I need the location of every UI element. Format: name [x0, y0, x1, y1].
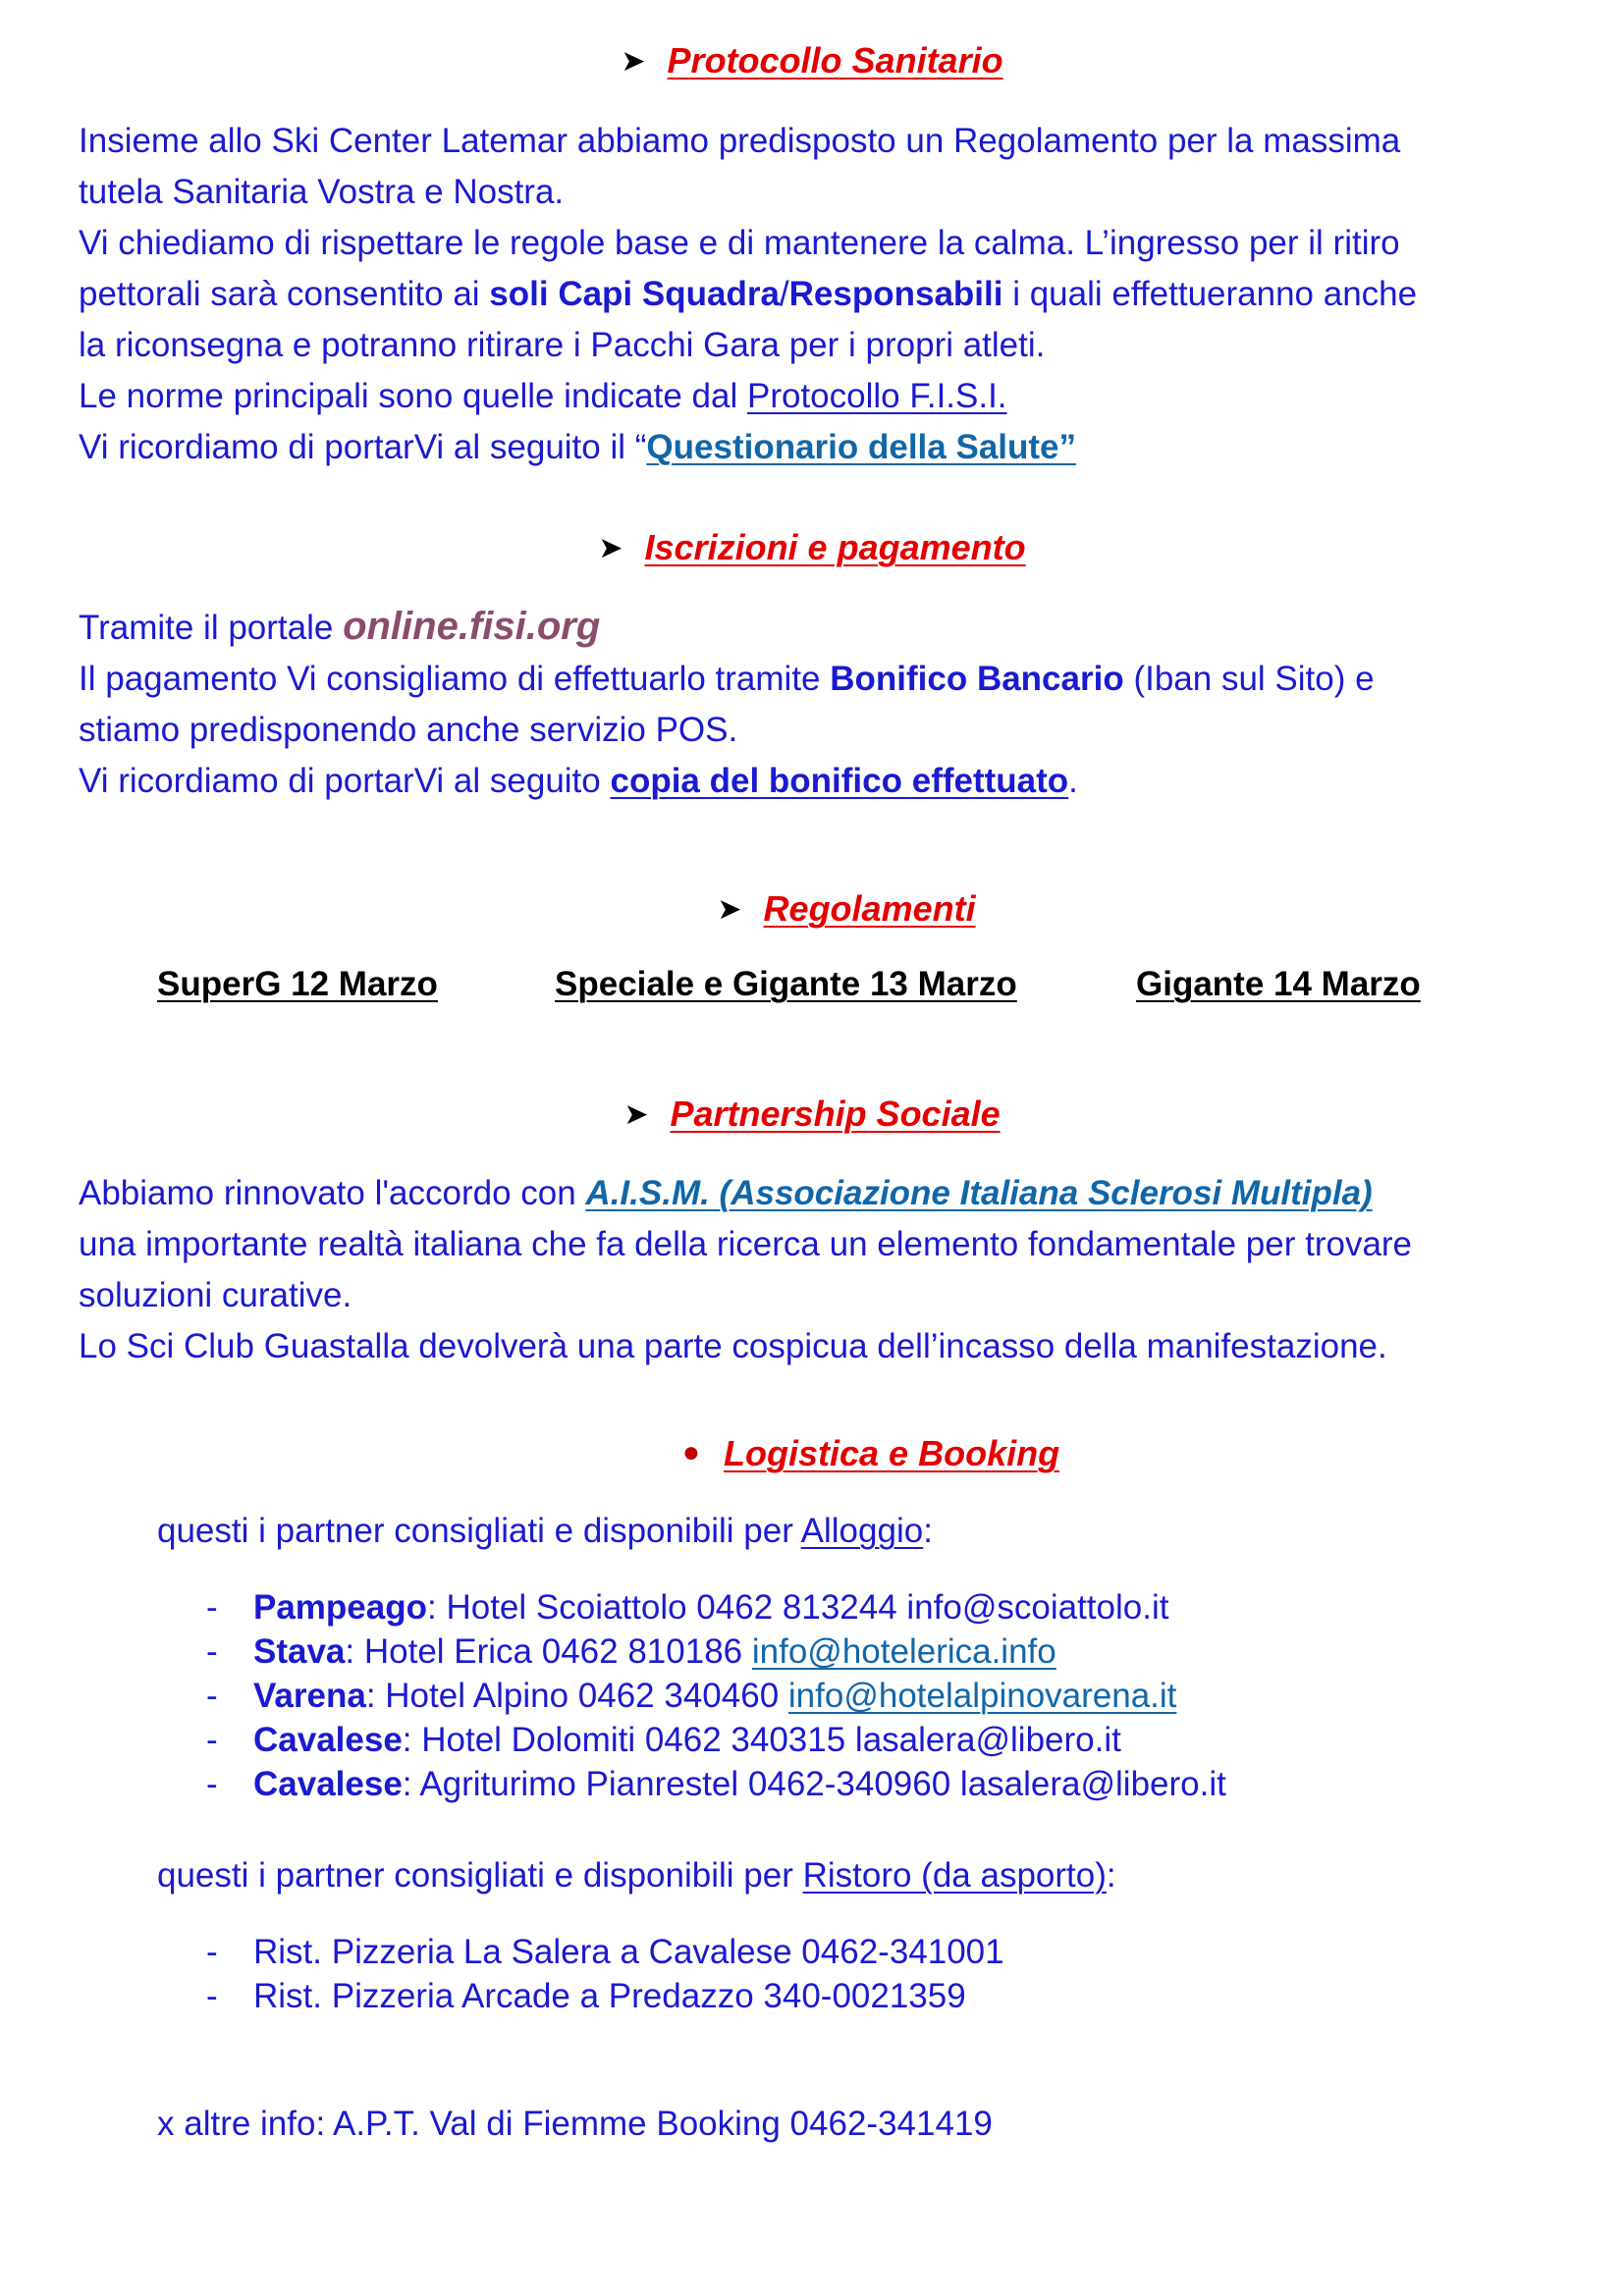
lodging-place: Varena [253, 1677, 366, 1715]
lodging-details: : Hotel Erica 0462 810186 [345, 1632, 752, 1671]
registration-heading [0, 526, 1624, 570]
arrowhead-bullet-icon: ➤ [623, 1098, 649, 1131]
aism-link[interactable]: A.I.S.M. (Associazione Italiana Sclerosi Multipla) [585, 1174, 1373, 1212]
protocol-line-5: la riconsegna e potranno ritirare i Pacchi Gara per i propri atleti. [79, 326, 1046, 364]
rules-heading [0, 887, 1624, 932]
partnership-heading [0, 1093, 1624, 1137]
registration-line-3: stiamo predisponendo anche servizio POS. [79, 711, 738, 749]
registration-line-1 [79, 601, 1591, 654]
partnership-line-1 [79, 1168, 1591, 1219]
protocol-line-2: tutela Sanitaria Vostra e Nostra. [79, 173, 565, 211]
responsible-emphasis: Responsabili [788, 275, 1003, 313]
list-item [206, 1762, 1581, 1806]
protocol-line-4-text: pettorali sarà consentito ai [79, 275, 490, 313]
special-giant-rules-link[interactable]: Speciale e Gigante 13 Marzo [555, 965, 1017, 1003]
protocol-line-3: Vi chiediamo di rispettare le regole base e di mantenere la calma. L’ingresso per il ritiro [79, 224, 1400, 262]
arrowhead-bullet-icon: ➤ [717, 893, 742, 926]
lodging-place: Pampeago [253, 1588, 427, 1627]
hotel-erica-email-link[interactable]: info@hotelerica.info [751, 1632, 1056, 1671]
lodging-place: Cavalese [253, 1721, 403, 1759]
registration-line-4-text: Vi ricordiamo di portarVi al seguito [79, 762, 611, 800]
logistics-title: Logistica e Booking [724, 1433, 1060, 1473]
rules-links-row [0, 965, 1624, 1014]
arrowhead-bullet-icon: ➤ [621, 45, 646, 78]
protocol-heading [0, 39, 1624, 83]
lodging-details: : Hotel Dolomiti 0462 340315 lasalera@libero.it [402, 1721, 1121, 1759]
food-link[interactable]: Ristoro (da asporto) [802, 1856, 1107, 1895]
lodging-intro-text: questi i partner consigliati e disponibili per [157, 1512, 801, 1550]
giant-rules-link[interactable]: Gigante 14 Marzo [1136, 965, 1421, 1003]
food-list [206, 1930, 1581, 2018]
protocol-body [79, 116, 1591, 473]
protocol-title: Protocollo Sanitario [667, 40, 1003, 80]
fisi-portal-link[interactable]: online.fisi.org [343, 605, 601, 648]
lodging-link[interactable]: Alloggio [800, 1512, 924, 1550]
protocol-line-1: Insieme allo Ski Center Latemar abbiamo predisposto un Regolamento per la massima [79, 122, 1401, 160]
list-item [206, 1718, 1581, 1762]
registration-line-2 [79, 654, 1591, 705]
list-item: - Rist. Pizzeria La Salera a Cavalese 0462-341001 [206, 1930, 1581, 1974]
partnership-title: Partnership Sociale [670, 1094, 1001, 1134]
bank-transfer-emphasis: Bonifico Bancario [830, 660, 1124, 698]
list-item: - Rist. Pizzeria Arcade a Predazzo 340-0021359 [206, 1974, 1581, 2018]
registration-line-2-tail: (Iban sul Sito) e [1123, 660, 1375, 698]
list-item [206, 1674, 1581, 1718]
lodging-place: Cavalese [253, 1765, 403, 1803]
protocol-line-4 [79, 269, 1591, 320]
partnership-line-4: Lo Sci Club Guastalla devolverà una parte cospicua dell’incasso della manifestazione. [79, 1327, 1387, 1365]
food-intro [157, 1854, 1591, 1897]
registration-line-2-text: Il pagamento Vi consigliamo di effettuarlo tramite [79, 660, 831, 698]
dot-bullet-icon: ● [681, 1436, 701, 1468]
registration-body [79, 601, 1591, 807]
registration-line-4 [79, 756, 1591, 807]
lodging-details: : Hotel Scoiattolo 0462 813244 info@scoiattolo.it [427, 1588, 1169, 1627]
health-questionnaire-link[interactable]: Questionario della Salute” [646, 428, 1077, 466]
partnership-line-2: una importante realtà italiana che fa della ricerca un elemento fondamentale per trovare [79, 1225, 1413, 1263]
protocol-line-7 [79, 422, 1591, 473]
rules-title: Regolamenti [763, 888, 976, 929]
lodging-details: : Hotel Alpino 0462 340460 [365, 1677, 788, 1715]
registration-line-4-period: . [1068, 762, 1078, 800]
lodging-list [206, 1585, 1581, 1806]
partnership-line-3: soluzioni curative. [79, 1276, 352, 1314]
arrowhead-bullet-icon: ➤ [598, 532, 623, 564]
registration-title: Iscrizioni e pagamento [644, 527, 1026, 567]
protocol-line-6-text: Le norme principali sono quelle indicate dal [79, 377, 747, 415]
registration-line-1-text: Tramite il portale [79, 609, 344, 647]
protocol-line-4-tail: i quali effettueranno anche [1002, 275, 1418, 313]
fisi-protocol-link[interactable]: Protocollo F.I.S.I. [746, 377, 1007, 415]
partnership-line-1-text: Abbiamo rinnovato l'accordo con [79, 1174, 586, 1212]
list-item [206, 1629, 1581, 1674]
logistics-heading [0, 1431, 1624, 1475]
protocol-line-7-text: Vi ricordiamo di portarVi al seguito il “ [79, 428, 647, 466]
food-intro-text: questi i partner consigliati e disponibili per [157, 1856, 803, 1895]
team-leaders-emphasis: soli Capi Squadra [489, 275, 780, 313]
more-info: x altre info: A.P.T. Val di Fiemme Booking 0462-341419 [157, 2105, 993, 2143]
partnership-body [79, 1168, 1591, 1372]
lodging-intro [157, 1510, 1591, 1553]
lodging-intro-colon: : [923, 1512, 933, 1550]
slash-separator: / [779, 275, 789, 313]
lodging-place: Stava [253, 1632, 346, 1671]
food-intro-colon: : [1106, 1856, 1116, 1895]
superg-rules-link[interactable]: SuperG 12 Marzo [157, 965, 438, 1003]
hotel-alpino-email-link[interactable]: info@hotelalpinovarena.it [787, 1677, 1177, 1715]
protocol-line-6 [79, 371, 1591, 422]
list-item [206, 1585, 1581, 1629]
transfer-copy-link[interactable]: copia del bonifico effettuato [610, 762, 1069, 800]
lodging-details: : Agriturimo Pianrestel 0462-340960 lasalera@libero.it [402, 1765, 1226, 1803]
